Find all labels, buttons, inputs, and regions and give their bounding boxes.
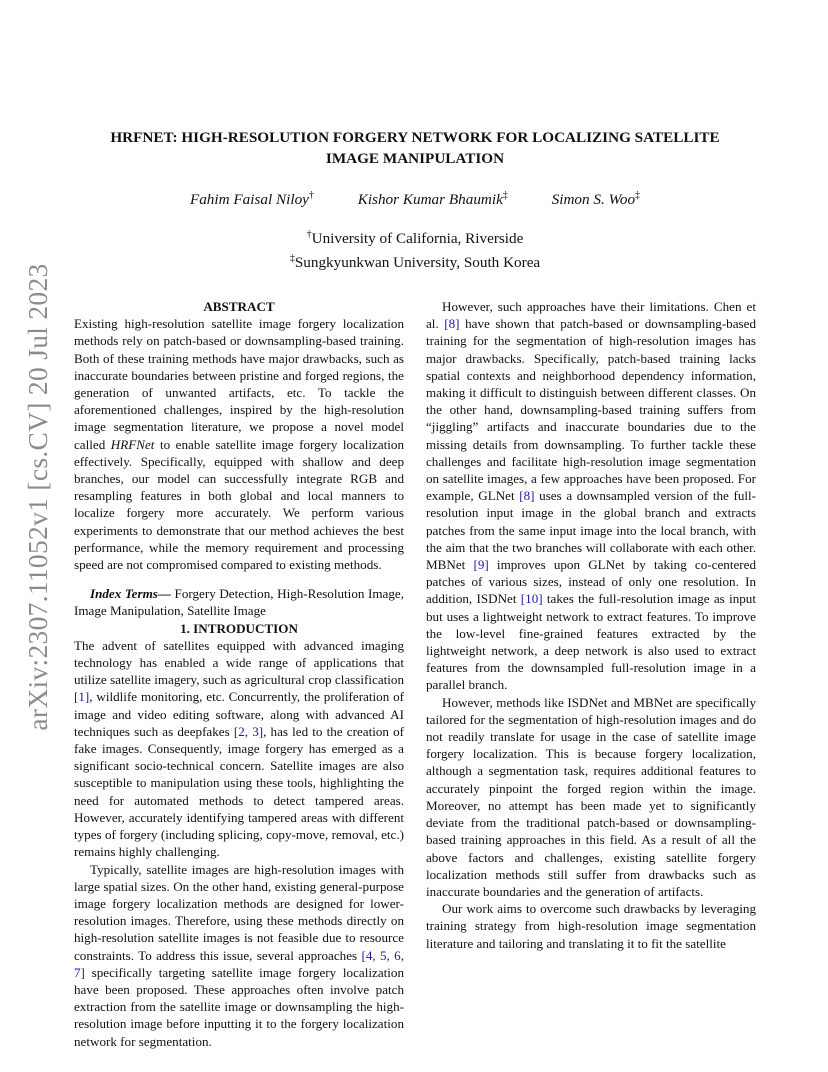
- intro-paragraph-3: [426, 298, 756, 694]
- author-2: [358, 186, 508, 210]
- paper-title: [74, 127, 756, 169]
- affiliation-mark: †: [306, 229, 312, 240]
- paragraph-text: Typically, satellite images are high-resolution images with large spatial sizes. On the other hand, existing general-purpose image forgery localization methods are designed for lower-resolution images. Therefore, using these methods directly on high-resolution satellite images is not feasible due to resource constraints. To address this issue, several approaches: [74, 861, 404, 963]
- author-name: Fahim Faisal Niloy: [189, 191, 309, 209]
- citation-link[interactable]: [4, 5, 6, 7]: [74, 947, 404, 980]
- model-name: HRFNet: [110, 436, 155, 452]
- paragraph-text: have shown that patch-based or downsampling-based training for the segmentation of high-resolution images has major drawbacks. Specifically, patch-based training lacks spatial contexts and neighborhood dependency information, making it difficult to distinguish between different classes. On the other hand, downsampling-based training suffers from “jiggling” artifacts and inaccurate boundaries due to the missing details from downsampling. To further tackle these challenges and facilitate high-resolution image segmentation on satellite images, a few approaches have been proposed. For example, GLNet: [426, 316, 756, 504]
- author-3: [552, 186, 640, 210]
- paragraph-text: However, such approaches have their limitations. Chen et al.: [426, 299, 756, 332]
- author-list: [74, 186, 756, 210]
- citation-link[interactable]: [9]: [473, 557, 489, 573]
- affiliation-name: University of California, Riverside: [311, 230, 524, 248]
- affiliation-2: [74, 249, 756, 273]
- affiliation-name: Sungkyunkwan University, South Korea: [294, 254, 541, 272]
- citation-link[interactable]: [2, 3]: [233, 723, 264, 739]
- paragraph-text: , wildlife monitoring, etc. Concurrently, the proliferation of image and video editing software, along with advanced AI techniques such as deepfakes: [74, 689, 404, 739]
- citation-link[interactable]: [1]: [74, 689, 90, 705]
- author-name: Kishor Kumar Bhaumik: [357, 191, 503, 209]
- index-terms: [74, 585, 404, 619]
- paragraph-text: specifically targeting satellite image forgery localization have been proposed. These approaches often involve patch extraction from the satellite image or downsampling the high-resolution image before inputting it to the forgery localization network for segmentation.: [74, 964, 404, 1049]
- citation-link[interactable]: [8]: [444, 316, 460, 332]
- paragraph-text: The advent of satellites equipped with advanced imaging technology has enabled a wide range of applications that utilize satellite imagery, such as agricultural crop classification: [74, 637, 404, 688]
- author-affiliation-mark: ‡: [502, 190, 508, 201]
- intro-paragraph-4: However, methods like ISDNet and MBNet are specifically tailored for the segmentation of high-resolution images and do not readily translate for usage in the case of satellite image forgery localization. This is because forgery localization, although a segmentation task, requires additional features to accurately pinpoint the forged region within the image. Moreover, no attempt has been made yet to significantly deviate from the traditional patch-based or downsampling-based training approaches in this field. As a result of all the above factors and challenges, existing satellite forgery localization methods still suffer from drawbacks such as inaccurate boundaries and the generation of artifacts.: [426, 694, 756, 899]
- author-affiliation-mark: ‡: [635, 190, 641, 201]
- paragraph-text: , has led to the creation of fake images. Consequently, image forgery has emerged as a significant socio-technical concern. Satellite images are also susceptible to manipulation using these tools, highlighting the need for automated methods to detect tampered areas. However, accurately identifying tampered areas with different types of forgery (including splicing, copy-move, removal, etc.) remains highly challenging.: [74, 723, 404, 860]
- arxiv-identifier-text: arXiv:2307.11052v1 [cs.CV] 20 Jul 2023: [22, 263, 53, 731]
- abstract-text: Existing high-resolution satellite image forgery localization methods rely on patch-based or downsampling-based training. Both of these training methods have major drawbacks, such as inaccurate boundaries between pristine and forged regions, the generation of unwanted artifacts, etc. To tackle the aforementioned challenges, inspired by the high-resolution image segmentation literature, we propose a novel model called: [74, 316, 404, 452]
- author-affiliation-mark: †: [308, 190, 314, 201]
- paragraph-text: uses a downsampled version of the full-resolution input image in the global branch and extracts patches from the same input image into the local branch, with the aim that the two branches will collaborate with each other. MBNet: [426, 488, 757, 573]
- author-1: [190, 186, 314, 210]
- abstract-heading: ABSTRACT: [203, 299, 275, 314]
- left-column: [74, 298, 404, 1050]
- citation-link[interactable]: [10]: [520, 591, 543, 607]
- paragraph-text: improves upon GLNet by taking co-centered patches of various sizes, instead of only one resolution. In addition, ISDNet: [426, 557, 756, 607]
- affiliation-1: [74, 225, 756, 249]
- affiliation-mark: ‡: [289, 253, 295, 265]
- abstract-body: [74, 315, 404, 573]
- intro-paragraph-2: [74, 861, 404, 1050]
- arxiv-identifier-stamp: [22, 263, 54, 731]
- right-column: [426, 298, 756, 952]
- introduction-heading: 1. INTRODUCTION: [180, 620, 298, 636]
- paragraph-text: takes the full-resolution image as input but uses a lightweight network to extract features. To improve the low-level fine-grained features extracted by the lightweight network, a deep network is also used to extract features from the downsampled full-resolution image in a parallel branch.: [426, 591, 756, 693]
- affiliation-list: [74, 225, 756, 273]
- citation-link[interactable]: [8]: [519, 488, 535, 504]
- author-name: Simon S. Woo: [551, 191, 636, 209]
- index-terms-text: Forgery Detection, High-Resolution Image, Image Manipulation, Satellite Image: [74, 586, 404, 619]
- abstract-text: to enable satellite image forgery localization effectively. Specifically, equipped with shallow and deep branches, our model can successfully integrate RGB and resampling features in both global and local manners to localize forgery more accurately. We perform various experiments to demonstrate that our method achieves the best performance, while the memory requirement and processing speed are not compromised compared to existing methods.: [74, 436, 404, 573]
- title-line-2: IMAGE MANIPULATION: [325, 150, 505, 167]
- title-line-1: HRFNET: HIGH-RESOLUTION FORGERY NETWORK FOR LOCALIZING SATELLITE: [110, 129, 720, 146]
- index-terms-label: Index Terms—: [90, 586, 171, 602]
- intro-paragraph-1: [74, 637, 404, 861]
- intro-paragraph-5: Our work aims to overcome such drawbacks by leveraging training strategy from high-resolution image segmentation literature and tailoring and translating it to fit the satellite: [426, 901, 756, 951]
